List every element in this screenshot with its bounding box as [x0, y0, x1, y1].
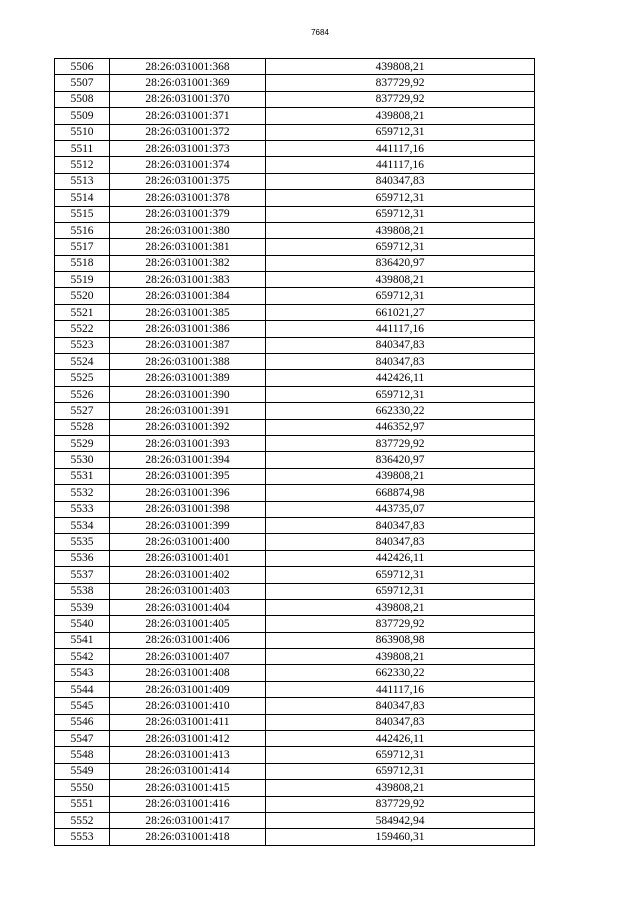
row-number-cell: 5550: [55, 780, 110, 796]
table-row: [55, 567, 535, 583]
table-row: [55, 190, 535, 206]
table-row: [55, 649, 535, 665]
row-number-cell: 5523: [55, 337, 110, 353]
registry-table: [54, 58, 535, 846]
cadastral-number-cell: 28:26:031001:412: [110, 731, 266, 747]
value-cell: 659712,31: [266, 288, 535, 304]
value-cell: 439808,21: [266, 649, 535, 665]
value-cell: 442426,11: [266, 550, 535, 566]
table-row: [55, 288, 535, 304]
row-number-cell: 5545: [55, 698, 110, 714]
table-row: [55, 501, 535, 517]
cadastral-number-cell: 28:26:031001:398: [110, 501, 266, 517]
row-number-cell: 5513: [55, 173, 110, 189]
table-row: [55, 747, 535, 763]
table-row: [55, 124, 535, 140]
table-row: [55, 435, 535, 451]
row-number-cell: 5548: [55, 747, 110, 763]
row-number-cell: 5512: [55, 157, 110, 173]
table-row: [55, 403, 535, 419]
row-number-cell: 5515: [55, 206, 110, 222]
table-row: [55, 140, 535, 156]
row-number-cell: 5509: [55, 108, 110, 124]
table-row: [55, 616, 535, 632]
row-number-cell: 5536: [55, 550, 110, 566]
cadastral-number-cell: 28:26:031001:379: [110, 206, 266, 222]
cadastral-number-cell: 28:26:031001:390: [110, 386, 266, 402]
table-row: [55, 304, 535, 320]
table-row: [55, 731, 535, 747]
row-number-cell: 5532: [55, 485, 110, 501]
row-number-cell: 5522: [55, 321, 110, 337]
cadastral-number-cell: 28:26:031001:413: [110, 747, 266, 763]
cadastral-number-cell: 28:26:031001:416: [110, 796, 266, 812]
cadastral-number-cell: 28:26:031001:408: [110, 665, 266, 681]
cadastral-number-cell: 28:26:031001:378: [110, 190, 266, 206]
value-cell: 840347,83: [266, 714, 535, 730]
cadastral-number-cell: 28:26:031001:381: [110, 239, 266, 255]
row-number-cell: 5526: [55, 386, 110, 402]
value-cell: 837729,92: [266, 75, 535, 91]
table-row: [55, 272, 535, 288]
value-cell: 441117,16: [266, 321, 535, 337]
value-cell: 441117,16: [266, 157, 535, 173]
row-number-cell: 5544: [55, 681, 110, 697]
cadastral-number-cell: 28:26:031001:370: [110, 91, 266, 107]
cadastral-number-cell: 28:26:031001:395: [110, 468, 266, 484]
value-cell: 439808,21: [266, 599, 535, 615]
value-cell: 659712,31: [266, 583, 535, 599]
cadastral-number-cell: 28:26:031001:410: [110, 698, 266, 714]
cadastral-number-cell: 28:26:031001:407: [110, 649, 266, 665]
table-row: [55, 714, 535, 730]
table-row: [55, 550, 535, 566]
table-row: [55, 222, 535, 238]
row-number-cell: 5549: [55, 763, 110, 779]
table-row: [55, 370, 535, 386]
table-row: [55, 632, 535, 648]
cadastral-number-cell: 28:26:031001:417: [110, 812, 266, 828]
cadastral-number-cell: 28:26:031001:405: [110, 616, 266, 632]
cadastral-number-cell: 28:26:031001:389: [110, 370, 266, 386]
cadastral-number-cell: 28:26:031001:396: [110, 485, 266, 501]
table-row: [55, 419, 535, 435]
value-cell: 439808,21: [266, 222, 535, 238]
row-number-cell: 5518: [55, 255, 110, 271]
row-number-cell: 5520: [55, 288, 110, 304]
cadastral-number-cell: 28:26:031001:403: [110, 583, 266, 599]
row-number-cell: 5540: [55, 616, 110, 632]
value-cell: 659712,31: [266, 124, 535, 140]
cadastral-number-cell: 28:26:031001:372: [110, 124, 266, 140]
table-row: [55, 239, 535, 255]
table-row: [55, 59, 535, 75]
value-cell: 863908,98: [266, 632, 535, 648]
row-number-cell: 5525: [55, 370, 110, 386]
table-row: [55, 763, 535, 779]
table-row: [55, 829, 535, 845]
value-cell: 446352,97: [266, 419, 535, 435]
table-row: [55, 485, 535, 501]
row-number-cell: 5524: [55, 354, 110, 370]
value-cell: 159460,31: [266, 829, 535, 845]
cadastral-number-cell: 28:26:031001:380: [110, 222, 266, 238]
table-row: [55, 386, 535, 402]
value-cell: 659712,31: [266, 206, 535, 222]
cadastral-number-cell: 28:26:031001:415: [110, 780, 266, 796]
cadastral-number-cell: 28:26:031001:375: [110, 173, 266, 189]
value-cell: 840347,83: [266, 698, 535, 714]
row-number-cell: 5539: [55, 599, 110, 615]
value-cell: 439808,21: [266, 59, 535, 75]
value-cell: 840347,83: [266, 173, 535, 189]
cadastral-number-cell: 28:26:031001:402: [110, 567, 266, 583]
table-row: [55, 206, 535, 222]
value-cell: 659712,31: [266, 386, 535, 402]
cadastral-number-cell: 28:26:031001:385: [110, 304, 266, 320]
table-row: [55, 583, 535, 599]
row-number-cell: 5534: [55, 517, 110, 533]
value-cell: 836420,97: [266, 255, 535, 271]
row-number-cell: 5508: [55, 91, 110, 107]
value-cell: 659712,31: [266, 190, 535, 206]
cadastral-number-cell: 28:26:031001:374: [110, 157, 266, 173]
row-number-cell: 5533: [55, 501, 110, 517]
cadastral-number-cell: 28:26:031001:392: [110, 419, 266, 435]
cadastral-number-cell: 28:26:031001:382: [110, 255, 266, 271]
table-row: [55, 665, 535, 681]
value-cell: 840347,83: [266, 534, 535, 550]
row-number-cell: 5514: [55, 190, 110, 206]
value-cell: 442426,11: [266, 370, 535, 386]
cadastral-number-cell: 28:26:031001:369: [110, 75, 266, 91]
row-number-cell: 5543: [55, 665, 110, 681]
value-cell: 837729,92: [266, 796, 535, 812]
table-row: [55, 534, 535, 550]
cadastral-number-cell: 28:26:031001:373: [110, 140, 266, 156]
cadastral-number-cell: 28:26:031001:391: [110, 403, 266, 419]
value-cell: 837729,92: [266, 91, 535, 107]
table-row: [55, 157, 535, 173]
row-number-cell: 5537: [55, 567, 110, 583]
table-row: [55, 812, 535, 828]
value-cell: 439808,21: [266, 272, 535, 288]
row-number-cell: 5507: [55, 75, 110, 91]
table-row: [55, 337, 535, 353]
row-number-cell: 5528: [55, 419, 110, 435]
table-row: [55, 255, 535, 271]
row-number-cell: 5551: [55, 796, 110, 812]
registry-table-body: [55, 59, 535, 846]
value-cell: 441117,16: [266, 140, 535, 156]
value-cell: 837729,92: [266, 435, 535, 451]
cadastral-number-cell: 28:26:031001:409: [110, 681, 266, 697]
cadastral-number-cell: 28:26:031001:384: [110, 288, 266, 304]
table-row: [55, 354, 535, 370]
cadastral-number-cell: 28:26:031001:411: [110, 714, 266, 730]
value-cell: 661021,27: [266, 304, 535, 320]
row-number-cell: 5506: [55, 59, 110, 75]
row-number-cell: 5547: [55, 731, 110, 747]
cadastral-number-cell: 28:26:031001:404: [110, 599, 266, 615]
value-cell: 659712,31: [266, 763, 535, 779]
table-row: [55, 780, 535, 796]
cadastral-number-cell: 28:26:031001:368: [110, 59, 266, 75]
table-row: [55, 75, 535, 91]
row-number-cell: 5519: [55, 272, 110, 288]
table-row: [55, 321, 535, 337]
cadastral-number-cell: 28:26:031001:371: [110, 108, 266, 124]
table-row: [55, 681, 535, 697]
table-row: [55, 452, 535, 468]
cadastral-number-cell: 28:26:031001:399: [110, 517, 266, 533]
cadastral-number-cell: 28:26:031001:387: [110, 337, 266, 353]
value-cell: 659712,31: [266, 239, 535, 255]
row-number-cell: 5510: [55, 124, 110, 140]
row-number-cell: 5529: [55, 435, 110, 451]
value-cell: 584942,94: [266, 812, 535, 828]
value-cell: 836420,97: [266, 452, 535, 468]
row-number-cell: 5541: [55, 632, 110, 648]
value-cell: 662330,22: [266, 665, 535, 681]
row-number-cell: 5517: [55, 239, 110, 255]
row-number-cell: 5530: [55, 452, 110, 468]
row-number-cell: 5546: [55, 714, 110, 730]
value-cell: 659712,31: [266, 747, 535, 763]
table-row: [55, 468, 535, 484]
table-row: [55, 108, 535, 124]
row-number-cell: 5535: [55, 534, 110, 550]
table-row: [55, 599, 535, 615]
row-number-cell: 5516: [55, 222, 110, 238]
cadastral-number-cell: 28:26:031001:394: [110, 452, 266, 468]
value-cell: 840347,83: [266, 517, 535, 533]
cadastral-number-cell: 28:26:031001:400: [110, 534, 266, 550]
table-row: [55, 796, 535, 812]
row-number-cell: 5511: [55, 140, 110, 156]
value-cell: 439808,21: [266, 468, 535, 484]
row-number-cell: 5552: [55, 812, 110, 828]
value-cell: 662330,22: [266, 403, 535, 419]
cadastral-number-cell: 28:26:031001:401: [110, 550, 266, 566]
row-number-cell: 5542: [55, 649, 110, 665]
value-cell: 442426,11: [266, 731, 535, 747]
table-row: [55, 517, 535, 533]
table-row: [55, 91, 535, 107]
cadastral-number-cell: 28:26:031001:406: [110, 632, 266, 648]
row-number-cell: 5521: [55, 304, 110, 320]
row-number-cell: 5531: [55, 468, 110, 484]
value-cell: 441117,16: [266, 681, 535, 697]
cadastral-number-cell: 28:26:031001:393: [110, 435, 266, 451]
table-row: [55, 173, 535, 189]
value-cell: 443735,07: [266, 501, 535, 517]
cadastral-number-cell: 28:26:031001:388: [110, 354, 266, 370]
value-cell: 439808,21: [266, 780, 535, 796]
value-cell: 840347,83: [266, 354, 535, 370]
table-row: [55, 698, 535, 714]
value-cell: 659712,31: [266, 567, 535, 583]
cadastral-number-cell: 28:26:031001:418: [110, 829, 266, 845]
value-cell: 439808,21: [266, 108, 535, 124]
value-cell: 840347,83: [266, 337, 535, 353]
cadastral-number-cell: 28:26:031001:383: [110, 272, 266, 288]
page-number: 7684: [311, 28, 329, 37]
value-cell: 668874,98: [266, 485, 535, 501]
cadastral-number-cell: 28:26:031001:386: [110, 321, 266, 337]
row-number-cell: 5553: [55, 829, 110, 845]
cadastral-number-cell: 28:26:031001:414: [110, 763, 266, 779]
row-number-cell: 5538: [55, 583, 110, 599]
row-number-cell: 5527: [55, 403, 110, 419]
value-cell: 837729,92: [266, 616, 535, 632]
